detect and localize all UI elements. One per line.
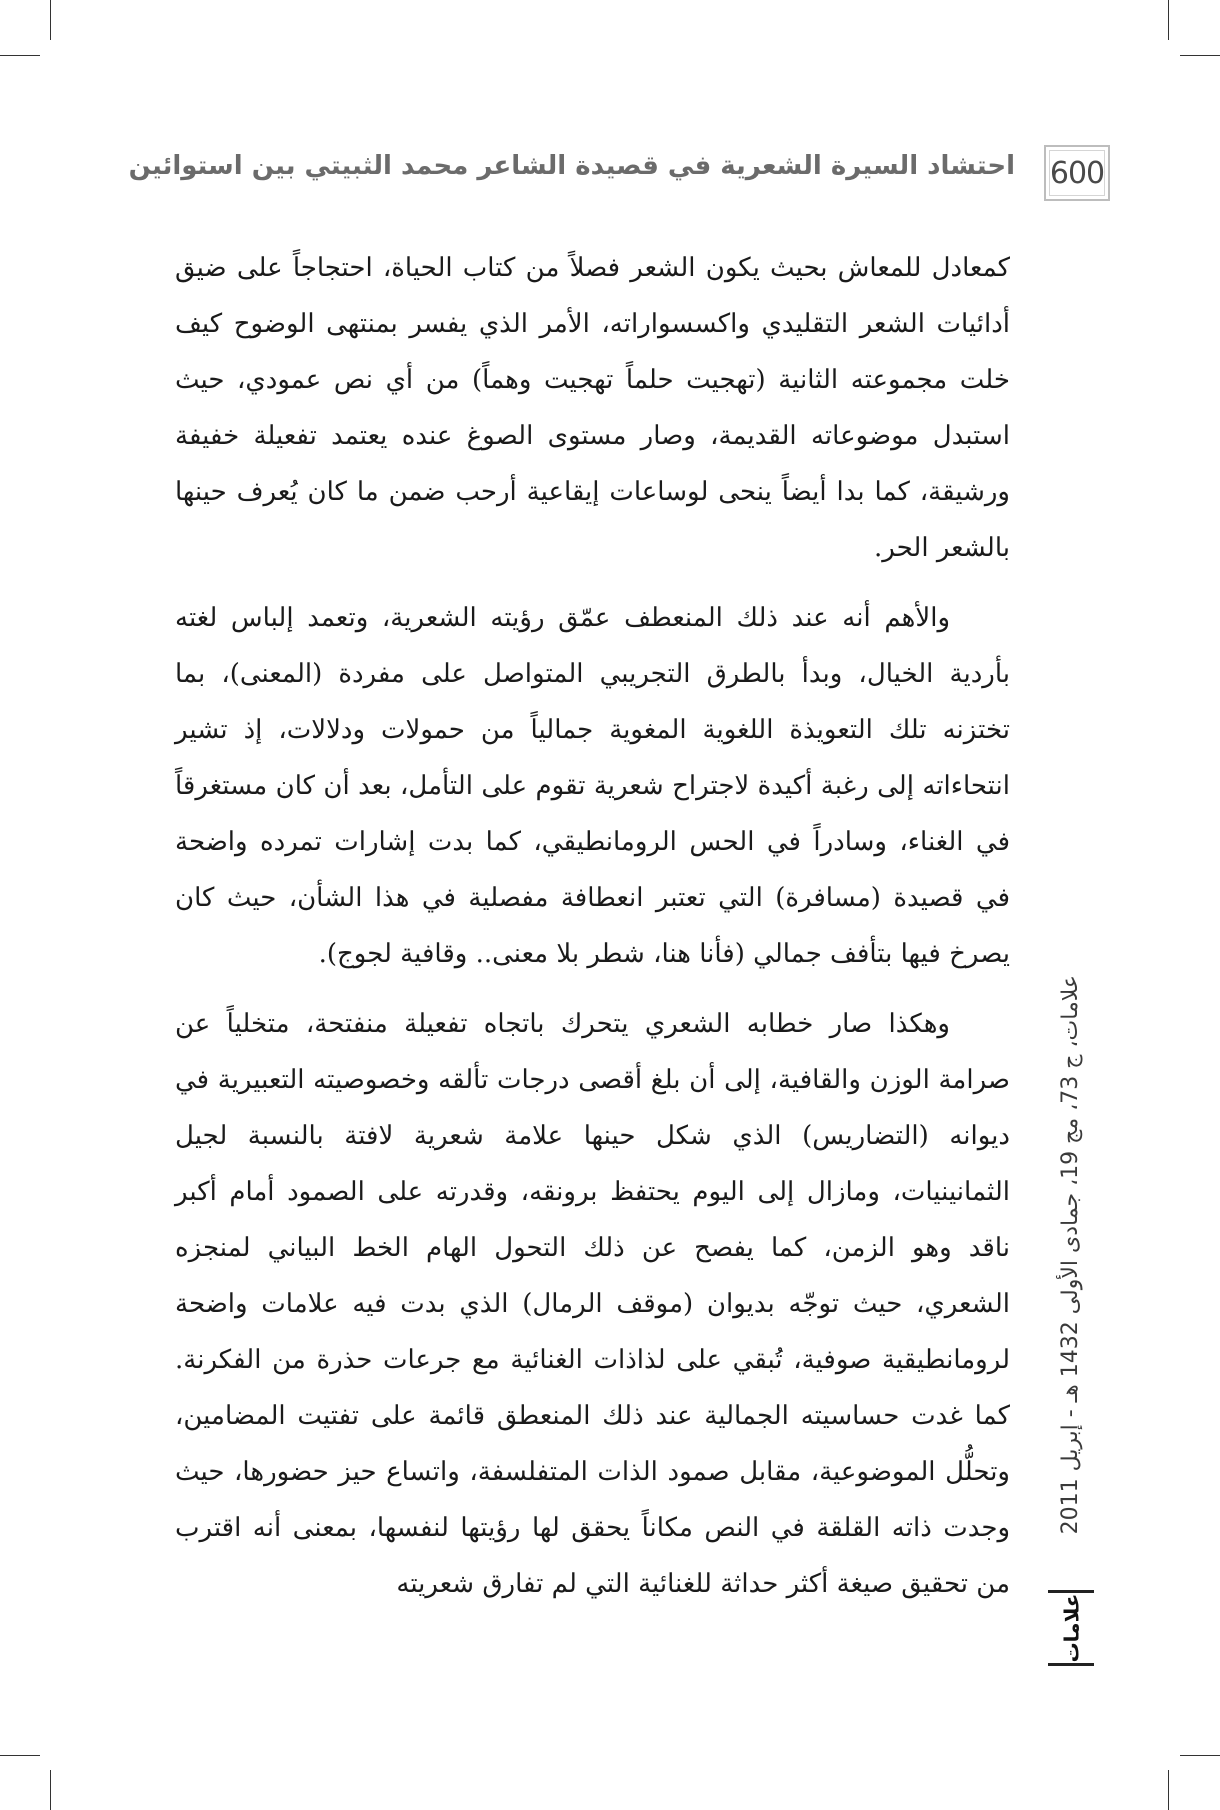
article-body: [175, 240, 1010, 1626]
paragraph: كمعادل للمعاش بحيث يكون الشعر فصلاً من كتاب الحياة، احتجاجاً على ضيق أدائيات الشعر التقليدي واكسسواراته، الأمر الذي يفسر بمنتهى الوضوح كيف خلت مجموعته الثانية (تهجيت حلماً تهجيت وهماً) من أي نص عمودي، حيث استبدل موضوعاته القديمة، وصار مستوى الصوغ عنده يعتمد تفعيلة خفيفة ورشيقة، كما بدا أيضاً ينحى لوساعات إيقاعية أرحب ضمن ما كان يُعرف حينها بالشعر الحر.: [175, 253, 1010, 563]
crop-mark: [0, 1755, 40, 1756]
crop-mark: [0, 55, 40, 56]
page-number: 600: [1044, 145, 1110, 201]
crop-mark: [50, 1770, 51, 1810]
crop-mark: [1168, 1770, 1169, 1810]
journal-logo: [1048, 1590, 1094, 1666]
journal-logo-text: علامات: [1059, 1593, 1083, 1663]
crop-mark: [1180, 1755, 1220, 1756]
paragraph: وهكذا صار خطابه الشعري يتحرك باتجاه تفعيلة منفتحة، متخلياً عن صرامة الوزن والقافية، إلى أن بلغ أقصى درجات تألقه وخصوصيته التعبيرية في ديوانه (التضاريس) الذي شكل حينها علامة شعرية لافتة بالنسبة لجيل الثمانينيات، ومازال إلى اليوم يحتفظ برونقه، وقدرته على الصمود أمام أكبر ناقد وهو الزمن، كما يفصح عن ذلك التحول الهام الخط البياني لمنجزه الشعري، حيث توجّه بديوان (موقف الرمال) الذي بدت فيه علامات واضحة لرومانطيقية صوفية، تُبقي على لذاذات الغنائية مع جرعات حذرة من الفكرنة. كما غدت حساسيته الجمالية عند ذلك المنعطق قائمة على تفتيت المضامين، وتحلُّل الموضوعية، مقابل صمود الذات المتفلسفة، واتساع حيز حضورها، حيث وجدت ذاته القلقة في النص مكاناً يحقق لها رؤيتها لنفسها، بمعنى أنه اقترب من تحقيق صيغة أكثر حداثة للغنائية التي لم تفارق شعريته: [175, 1009, 1010, 1599]
page-header: [128, 145, 1110, 205]
crop-mark: [1168, 0, 1169, 40]
paragraph: والأهم أنه عند ذلك المنعطف عمّق رؤيته الشعرية، وتعمد إلباس لغته بأردية الخيال، وبدأ بالطرق التجريبي المتواصل على مفردة (المعنى)، بما تختزنه تلك التعويذة اللغوية المغوية جمالياً من حمولات ودلالات، إذ تشير انتحاءاته إلى رغبة أكيدة لاجتراح شعرية تقوم على التأمل، بعد أن كان مستغرقاً في الغناء، وسادراً في الحس الرومانطيقي، كما بدت إشارات تمرده واضحة في قصيدة (مسافرة) التي تعتبر انعطافة مفصلية في هذا الشأن، حيث كان يصرخ فيها بتأفف جمالي (فأنا هنا، شطر بلا معنى.. وقافية لجوج).: [175, 603, 1010, 969]
crop-mark: [50, 0, 51, 40]
journal-issue-info: علامات، ج 73، مج 19، جمادى الأولى 1432 هـ - إبريل 2011: [1058, 975, 1083, 1535]
crop-mark: [1180, 55, 1220, 56]
running-title: احتشاد السيرة الشعرية في قصيدة الشاعر محمد الثبيتي بين استوائين: [128, 151, 1015, 181]
